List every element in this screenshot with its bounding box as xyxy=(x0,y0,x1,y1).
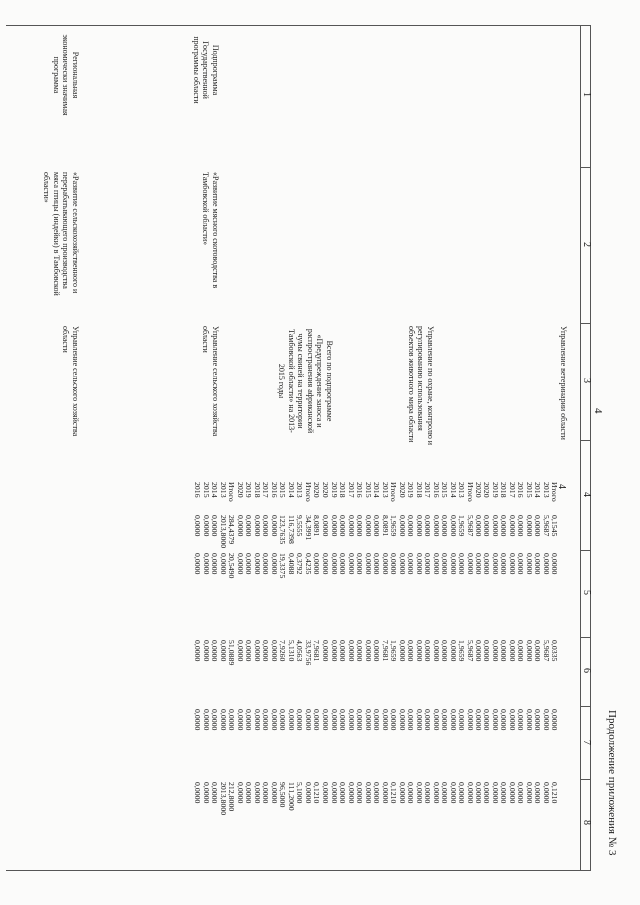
top-mark: 4 xyxy=(592,408,604,414)
col7-values-s1: 0,0000 0,0000 0,0000 0,0000 0,0000 0,0000 0,0000 0,0000 0,0000 xyxy=(482,709,559,731)
program-type-s4: Подпрограмма Государственной программы области xyxy=(191,36,220,104)
table-right-border xyxy=(6,870,591,871)
col4-values-s1: 0,1545 5,9687 0,0000 0,0000 0,0000 0,0000 0,0000 0,0000 0,0000 xyxy=(482,515,559,537)
col8-values-s3: 0,1210 0,0000 0,0000 0,0000 0,0000 0,0000 0,0000 0,0000 0,0000 xyxy=(321,782,398,804)
col6-values-s3: 1,9659 7,9681 0,0000 0,0000 0,0000 0,0000 0,0000 0,0000 0,0000 xyxy=(321,640,398,662)
col4-values-s2: 0,0000 5,9687 1,9659 0,0000 0,0000 0,0000 0,0000 0,0000 0,0000 0,0000 xyxy=(397,515,483,537)
years-s5: Итого 2013 2014 2015 2016 xyxy=(193,482,236,502)
column-number-3: 3 xyxy=(581,378,592,383)
column-number-4: 4 xyxy=(581,492,592,497)
years-s4: 2020 Итого 2013 2014 2015 2016 2017 2018 2019 2020 xyxy=(235,482,321,502)
col6-values-s4: 7,9681 33,9756 4,0563 5,1310 7,9260 0,0000 0,0000 0,0000 0,0000 0,0000 xyxy=(235,640,321,666)
program-type-s5: Региональная экономически значимая программа xyxy=(51,34,80,116)
appendix-title: Продолжение приложения № 3 xyxy=(606,710,618,856)
col8-values-s5: 212,8000 2013,8000 0,0000 0,0000 0,0000 xyxy=(193,782,236,816)
years-s3: Итого 2013 2014 2015 2016 2017 2018 2019 2020 xyxy=(321,482,398,502)
col4-mark: 4 xyxy=(556,484,567,489)
col5-values-s5: 20,5490 0,0000 0,0000 0,0000 0,0000 xyxy=(193,553,236,579)
responsible-s5: Управление сельского хозяйства области xyxy=(61,326,80,437)
col5-values-s2: 0,0000 0,0000 0,0000 0,0000 0,0000 0,0000 0,0000 0,0000 0,0000 0,0000 xyxy=(397,553,483,575)
responsible-s4: Управление сельского хозяйства области xyxy=(201,326,220,437)
col7-values-s4: 0,0000 0,0000 0,0000 0,0000 0,0000 0,0000 0,0000 0,0000 0,0000 0,0000 xyxy=(235,709,321,731)
col7-values-s5: 0,0000 0,0000 0,0000 0,0000 0,0000 xyxy=(193,709,236,731)
col6-values-s2: 0,0000 5,9687 1,9659 0,0000 0,0000 0,0000 0,0000 0,0000 0,0000 0,0000 xyxy=(397,640,483,662)
years-s1: Итого 2013 2014 2015 2016 2017 2018 2019 2020 xyxy=(482,482,559,502)
col-divider xyxy=(581,637,591,638)
column-number-7: 7 xyxy=(581,740,592,745)
column-number-2: 2 xyxy=(581,242,592,247)
col4-values-s5: 284,4379 2013,8000 0,0000 0,0000 0,0000 xyxy=(193,515,236,549)
col6-values-s1: 0,0335 5,9687 0,0000 0,0000 0,0000 0,0000 0,0000 0,0000 0,0000 xyxy=(482,640,559,662)
program-name-s5: «Развитие сельскохозяйственного и перерабатывающего производства мяса птицы (индейки) в Тамбовской области» xyxy=(42,172,80,296)
col6-values-s5: 51,0889 0,0000 0,0000 0,0000 0,0000 xyxy=(193,640,236,666)
col8-values-s1: 0,1210 0,0000 0,0000 0,0000 0,0000 0,0000 0,0000 0,0000 0,0000 xyxy=(482,782,559,804)
col5-values-s4: 0,0000 0,4235 0,3792 0,4088 19,3375 0,0000 0,0000 0,0000 0,0000 0,0000 xyxy=(235,553,321,579)
col5-values-s3: 0,0000 0,0000 0,0000 0,0000 0,0000 0,0000 0,0000 0,0000 0,0000 xyxy=(321,553,398,575)
col4-values-s4: 8,0891 34,3991 9,5555 116,7398 123,7635 0,0000 0,0000 0,0000 0,0000 0,0000 xyxy=(235,515,321,545)
years-s2: 2020 Итого 2013 2014 2015 2016 2017 2018 2019 2020 xyxy=(397,482,483,502)
subprogram-total-label: Всего по подпрограмме «Предупреждение заноса и распространения африканской чумы свиней на территории Тамбовской области» на 2013-2015 годы xyxy=(277,328,334,434)
col7-values-s3: 0,0000 0,0000 0,0000 0,0000 0,0000 0,0000 0,0000 0,0000 0,0000 xyxy=(321,709,398,731)
col-divider xyxy=(581,323,591,324)
col8-values-s4: 0,1210 0,0000 5,1000 111,2000 96,5000 0,0000 0,0000 0,0000 0,0000 0,0000 xyxy=(235,782,321,811)
column-number-8: 8 xyxy=(581,820,592,825)
column-number-6: 6 xyxy=(581,668,592,673)
col-divider xyxy=(581,706,591,707)
responsible-wildlife: Управление по охране, контролю и регулированию использования объектов животного мира области xyxy=(406,326,435,446)
program-name-s4: «Развитие мясного скотоводства в Тамбовской области» xyxy=(201,172,220,289)
col8-values-s2: 0,0000 0,0000 0,0000 0,0000 0,0000 0,0000 0,0000 0,0000 0,0000 0,0000 xyxy=(397,782,483,804)
column-number-1: 1 xyxy=(581,92,592,97)
col-divider xyxy=(581,779,591,780)
table-left-border xyxy=(6,25,591,26)
col-divider xyxy=(581,550,591,551)
col-divider xyxy=(581,167,591,168)
col-divider xyxy=(581,440,591,441)
responsible-vet: Управление ветеринарии области xyxy=(559,326,568,440)
col5-values-s1: 0,0000 0,0000 0,0000 0,0000 0,0000 0,0000 0,0000 0,0000 0,0000 xyxy=(482,553,559,575)
col4-values-s3: 1,9659 8,0891 0,0000 0,0000 0,0000 0,0000 0,0000 0,0000 0,0000 xyxy=(321,515,398,537)
col7-values-s2: 0,0000 0,0000 0,0000 0,0000 0,0000 0,0000 0,0000 0,0000 0,0000 0,0000 xyxy=(397,709,483,731)
column-number-5: 5 xyxy=(581,590,592,595)
